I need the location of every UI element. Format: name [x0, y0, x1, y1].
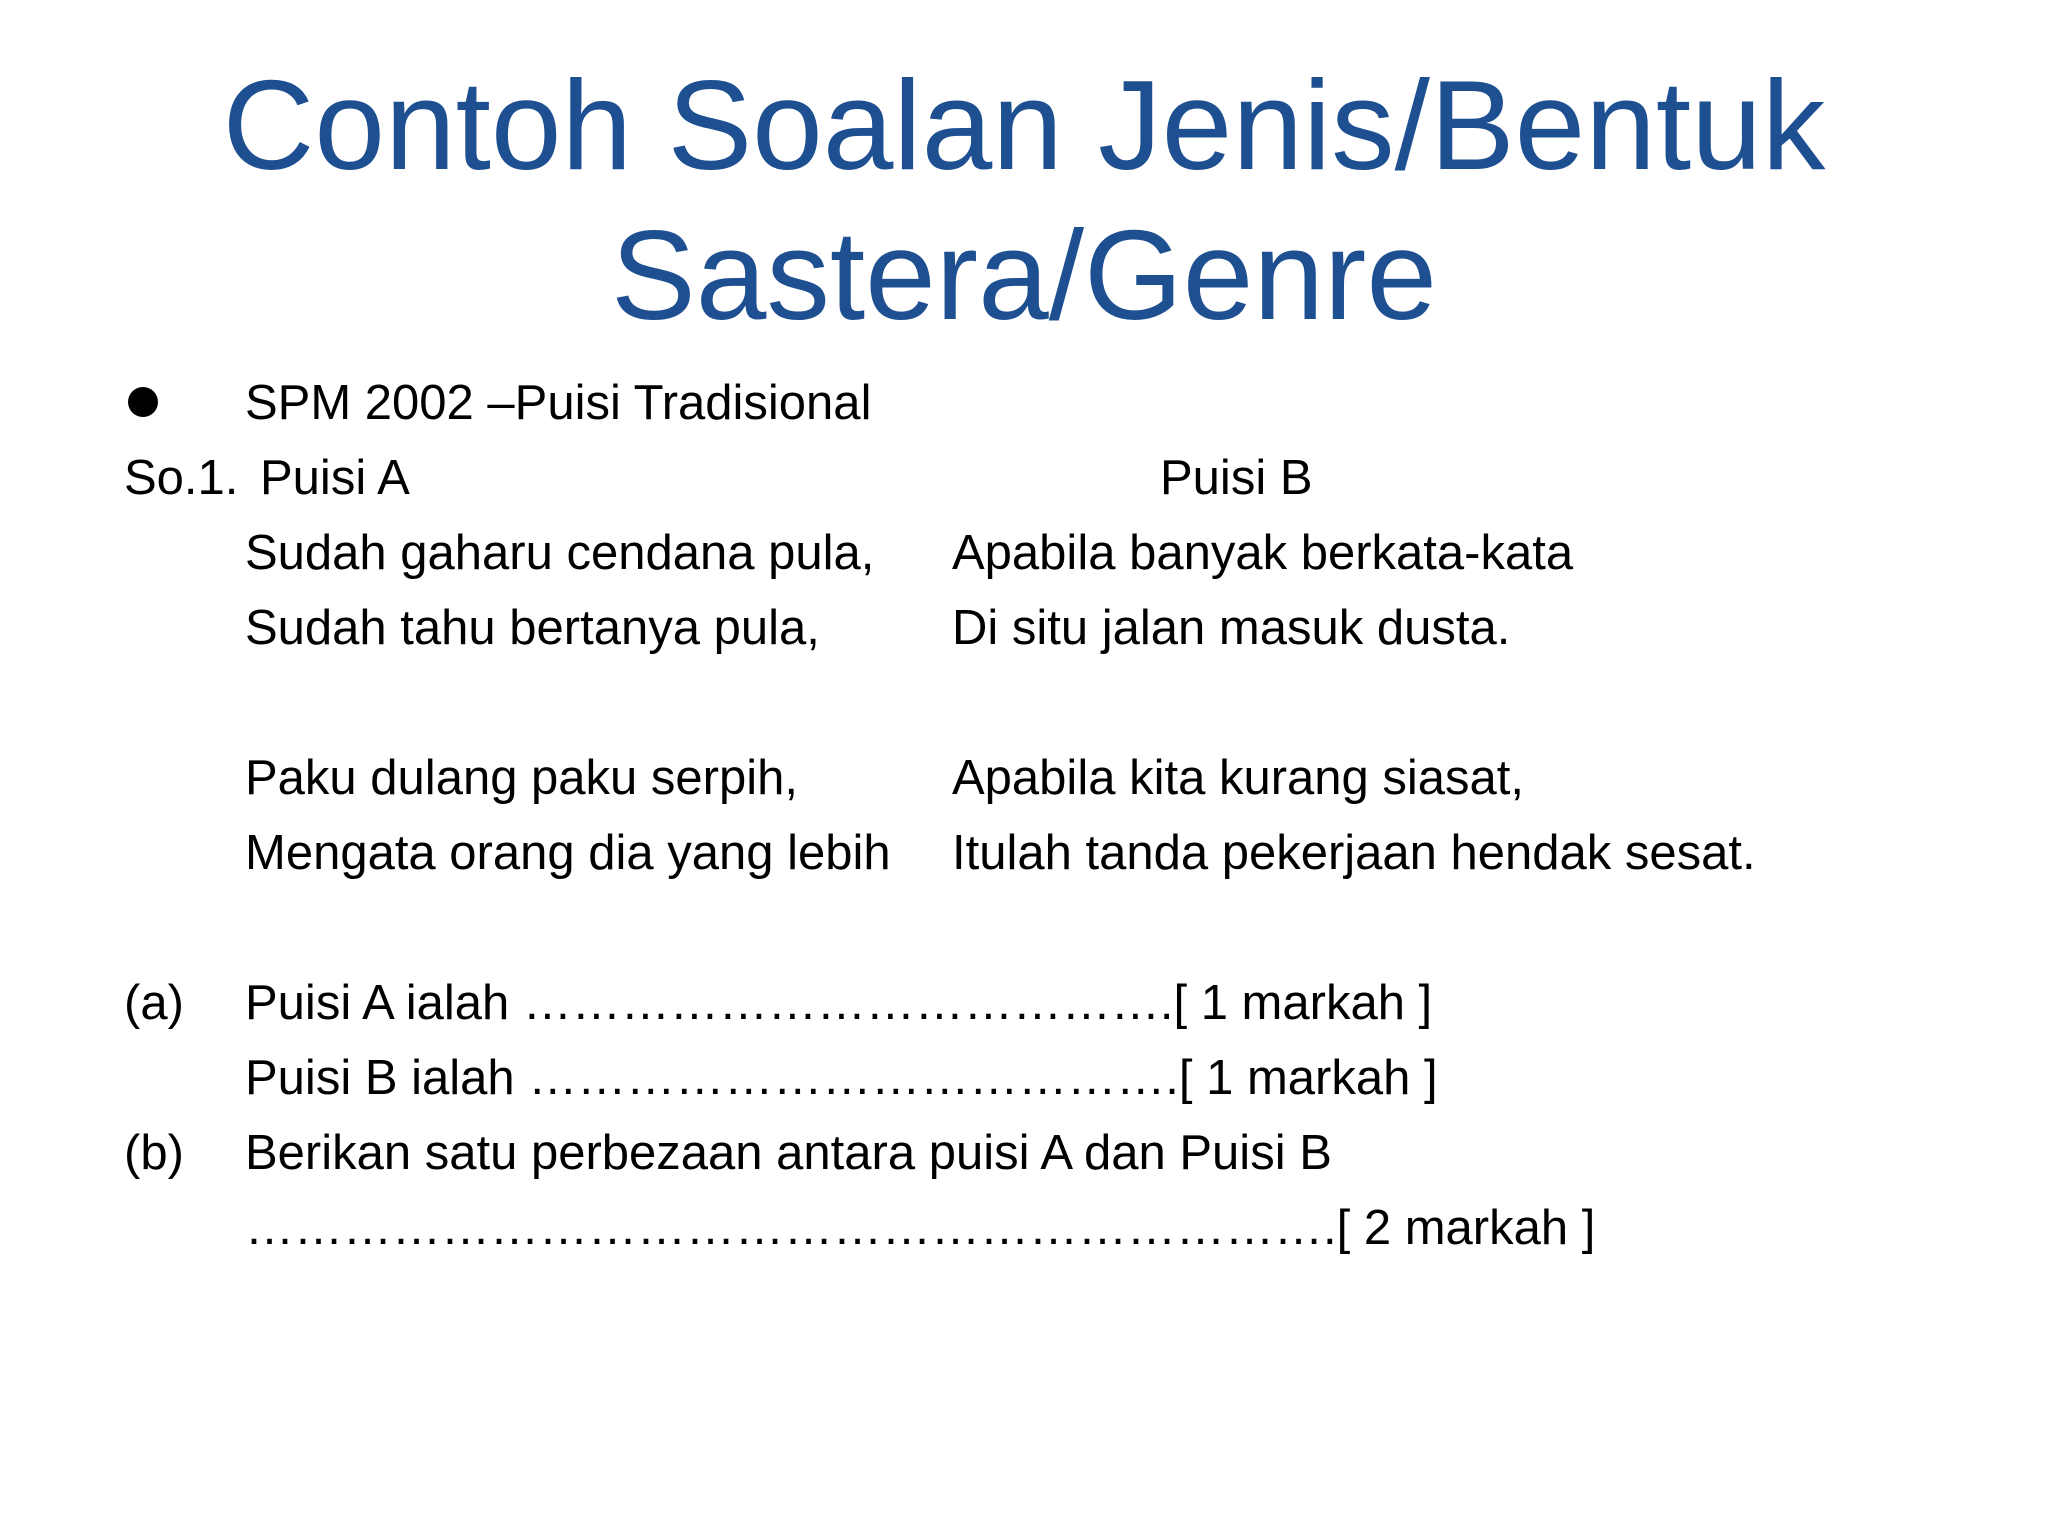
part-a-question-1: Puisi A ialah ………………………………….[ 1 markah ] [245, 976, 1433, 1030]
puisi-a-line-3: Paku dulang paku serpih, [245, 751, 798, 805]
part-b-question: Berikan satu perbezaan antara puisi A dan Puisi B [245, 1126, 1332, 1180]
puisi-a-line-4: Mengata orang dia yang lebih [245, 826, 891, 880]
bullet-dot-icon [128, 387, 158, 417]
puisi-a-line-2: Sudah tahu bertanya pula, [245, 601, 820, 655]
slide-title-line-1: Contoh Soalan Jenis/Bentuk [222, 54, 1826, 196]
puisi-b-label: Puisi B [1160, 451, 1313, 505]
part-b-answer-line: ………………………………………………………….[ 2 markah ] [245, 1201, 1596, 1255]
question-number: So.1. [124, 451, 239, 505]
puisi-b-line-2: Di situ jalan masuk dusta. [952, 601, 1511, 655]
part-a-label: (a) [124, 976, 184, 1030]
puisi-b-line-1: Apabila banyak berkata-kata [952, 526, 1574, 580]
puisi-b-line-4: Itulah tanda pekerjaan hendak sesat. [952, 826, 1756, 880]
part-b-label: (b) [124, 1126, 184, 1180]
part-a-question-2: Puisi B ialah ………………………………….[ 1 markah ] [245, 1051, 1438, 1105]
puisi-a-label: Puisi A [260, 451, 410, 505]
slide-title-line-2: Sastera/Genre [611, 204, 1437, 346]
puisi-a-line-1: Sudah gaharu cendana pula, [245, 526, 875, 580]
bullet-text: SPM 2002 –Puisi Tradisional [245, 376, 872, 430]
puisi-b-line-3: Apabila kita kurang siasat, [952, 751, 1524, 805]
